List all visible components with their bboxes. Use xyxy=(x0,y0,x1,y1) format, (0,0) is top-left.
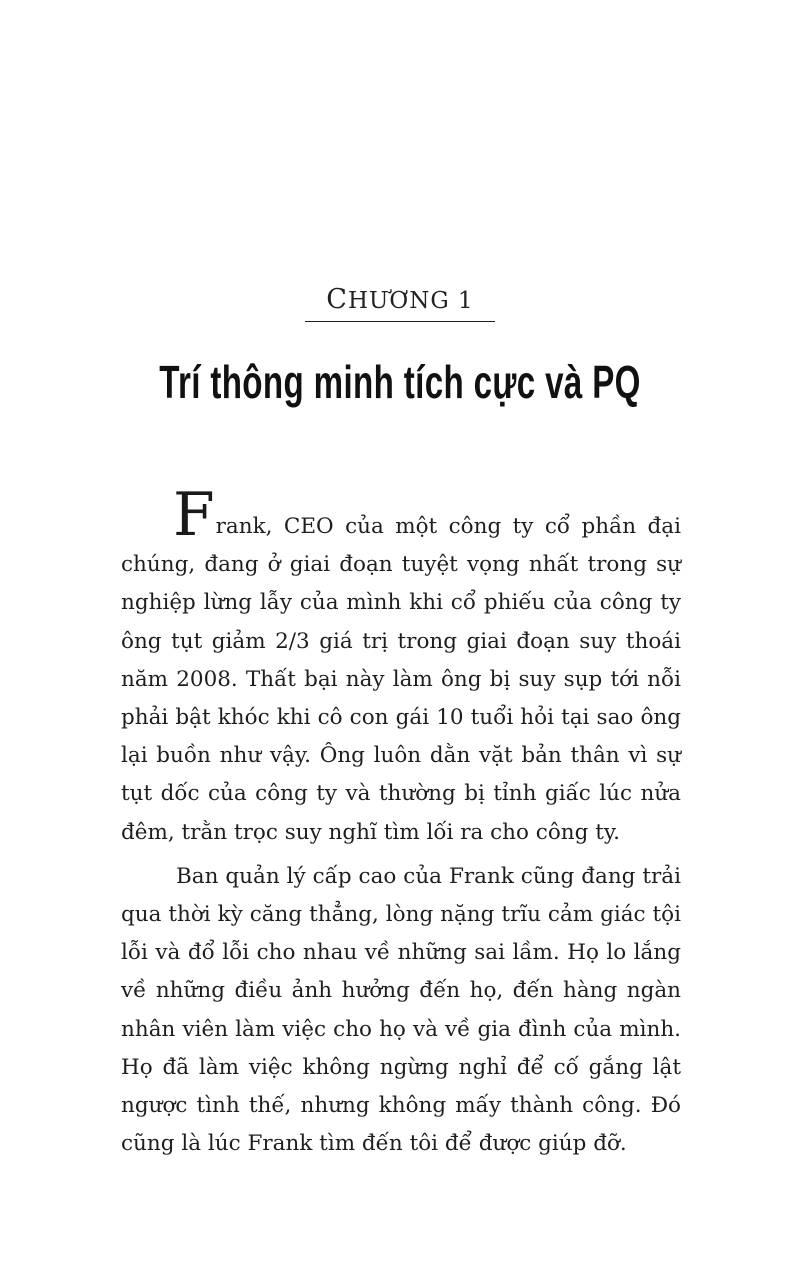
chapter-title: Trí thông minh tích cực và PQ xyxy=(159,356,641,408)
paragraph-1-text: rank, CEO của một công ty cổ phần đại chúng, đang ở giai đoạn tuyệt vọng nhất trong sự nghiệp lừng lẫy của mình khi cổ phiếu của công ty ông tụt giảm 2/3 giá trị trong giai đoạn suy thoái năm 2008. Thất bại này làm ông bị suy sụp tới nỗi phải bật khóc khi cô con gái 10 tuổi hỏi tại sao ông lại buồn như vậy. Ông luôn dằn vặt bản thân vì sự tụt dốc của công ty và thường bị tỉnh giấc lúc nửa đêm, trằn trọc suy nghĩ tìm lối ra cho công ty. xyxy=(121,514,681,845)
chapter-label-rest: HƯƠNG 1 xyxy=(347,288,474,314)
paragraph-1 xyxy=(121,480,681,852)
chapter-label xyxy=(0,284,800,315)
chapter-label-initial: C xyxy=(326,284,348,315)
chapter-divider xyxy=(305,321,495,322)
paragraph-2: Ban quản lý cấp cao của Frank cũng đang trải qua thời kỳ căng thẳng, lòng nặng trĩu cảm giác tội lỗi và đổ lỗi cho nhau về những sai lầm. Họ lo lắng về những điều ảnh hưởng đến họ, đến hàng ngàn nhân viên làm việc cho họ và về gia đình của mình. Họ đã làm việc không ngừng nghỉ để cố gắng lật ngược tình thế, nhưng không mấy thành công. Đó cũng là lúc Frank tìm đến tôi để được giúp đỡ. xyxy=(121,863,681,1157)
drop-cap: F xyxy=(173,480,215,550)
chapter-body xyxy=(121,480,681,1163)
